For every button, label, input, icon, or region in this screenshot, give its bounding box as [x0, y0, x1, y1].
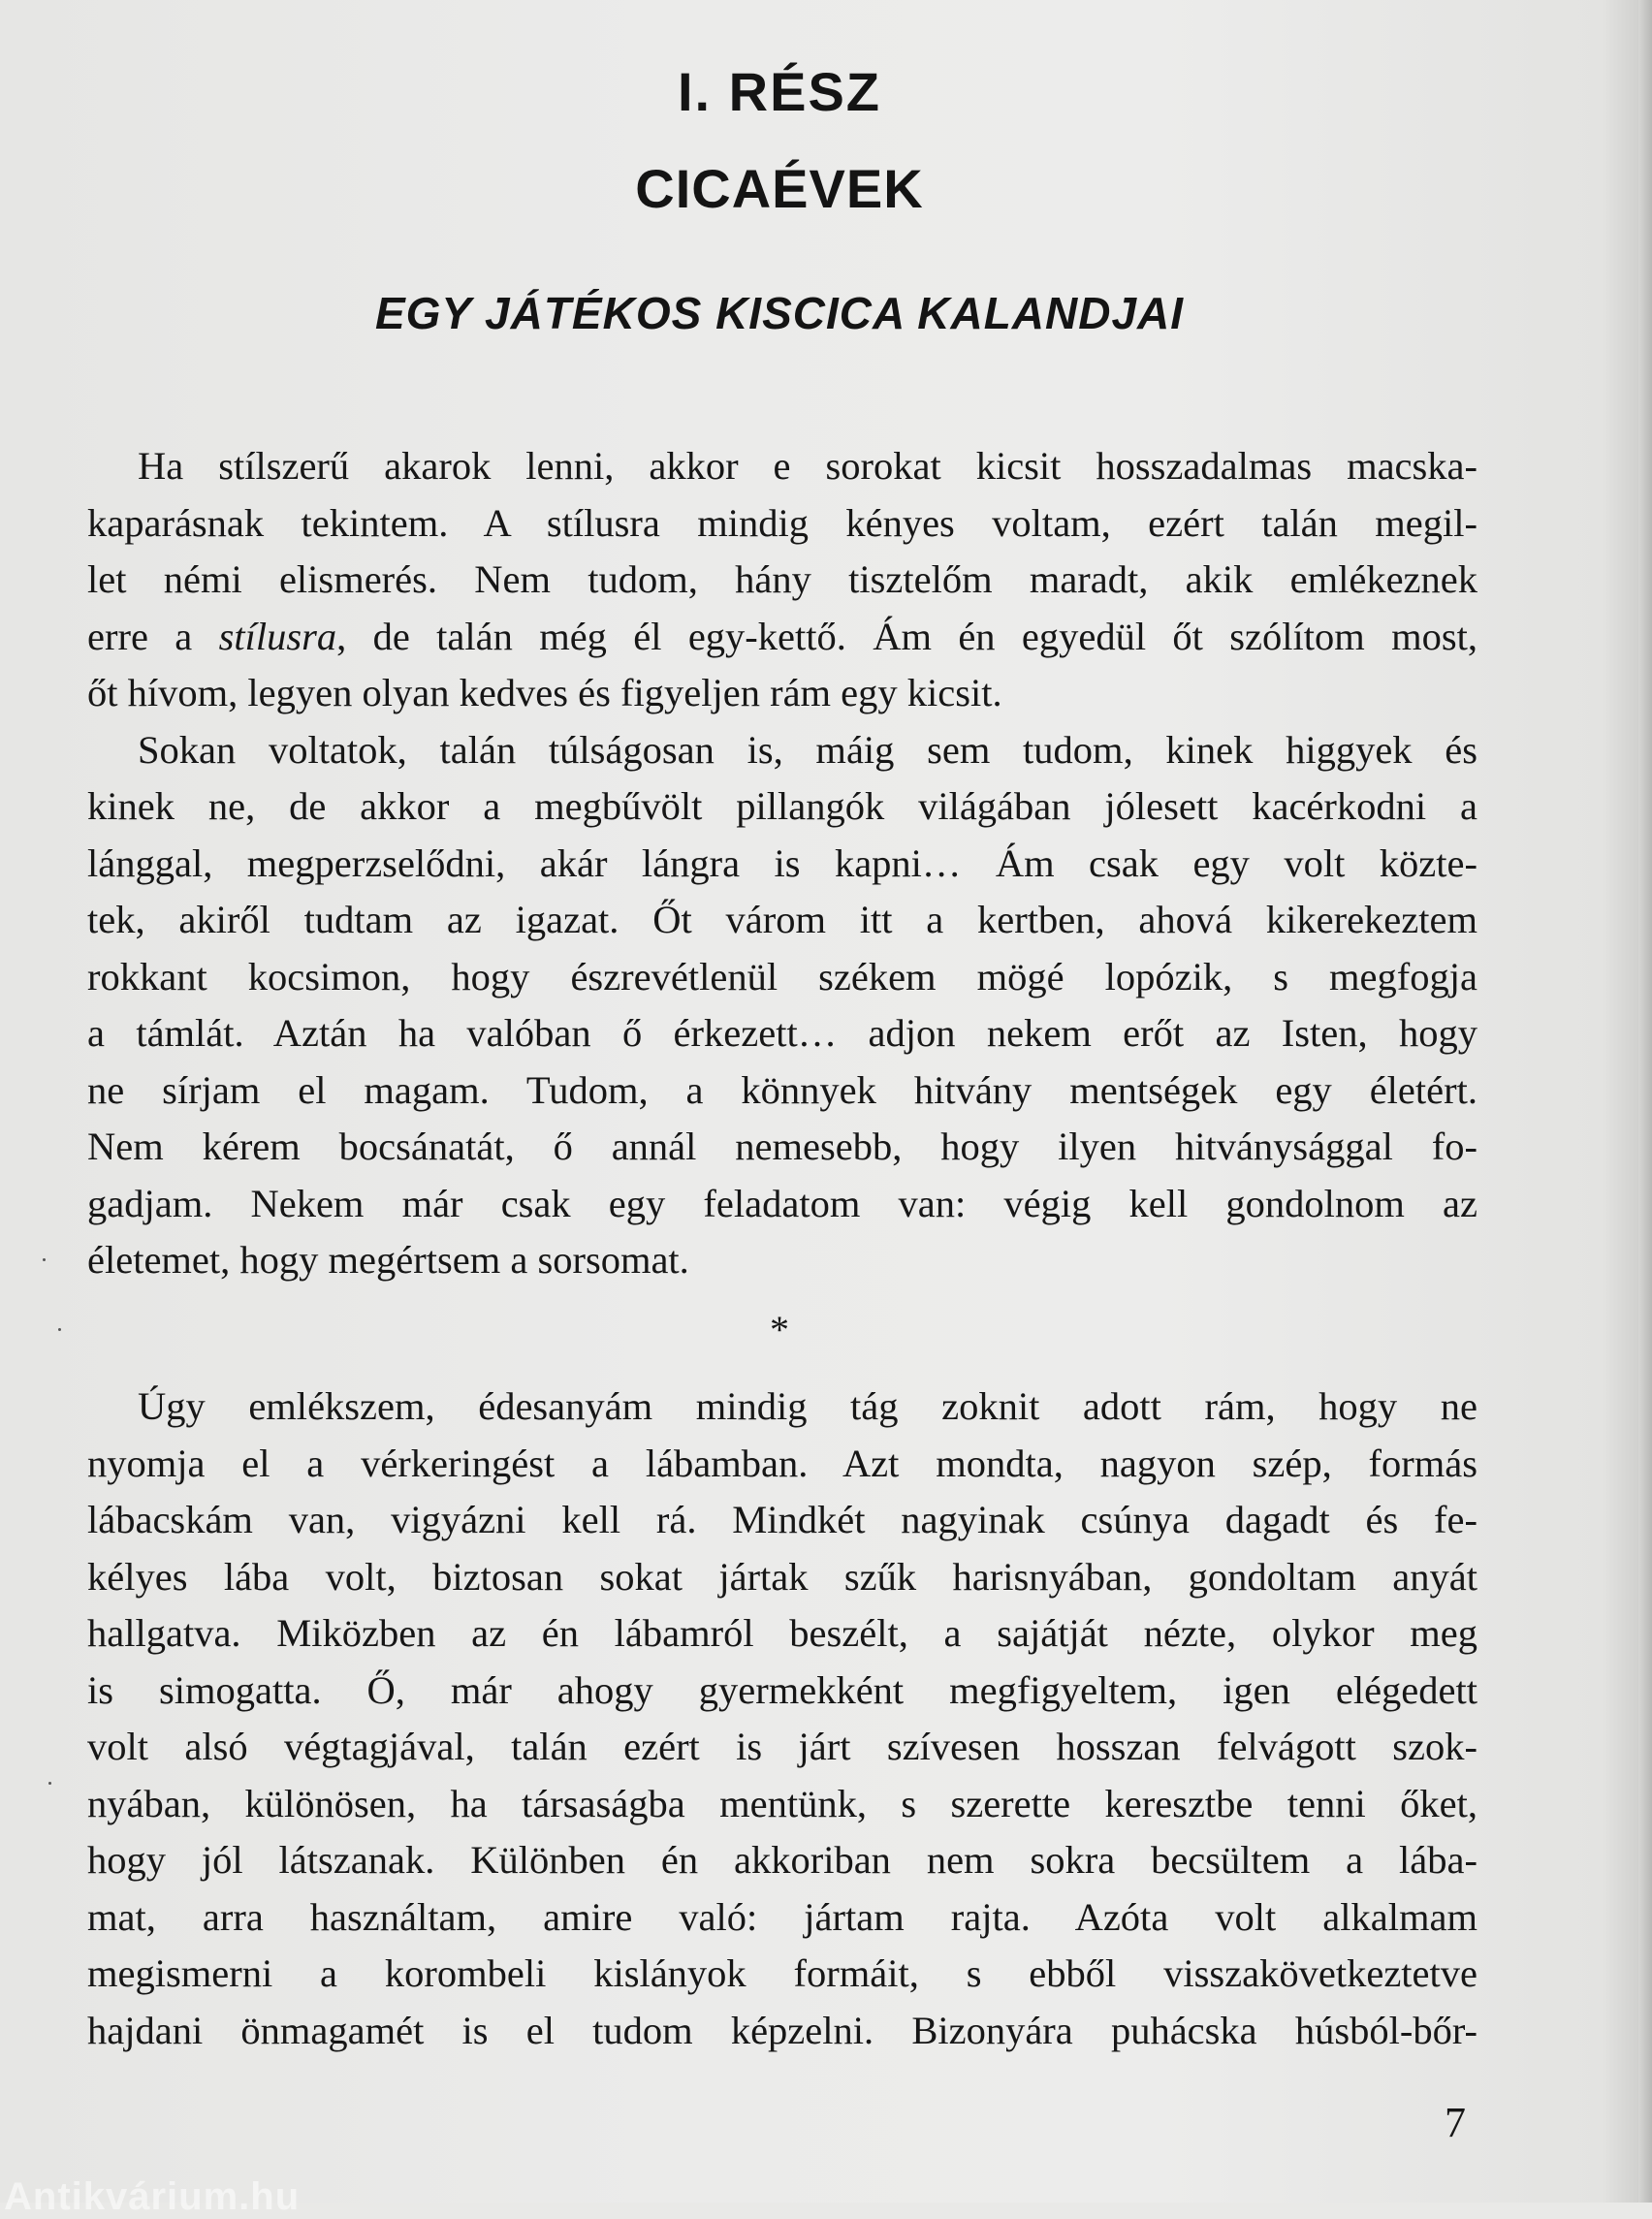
text-line: kélyes lába volt, biztosan sokat jártak szűk harisnyában, gondoltam anyát	[87, 1554, 1477, 1599]
text-line: Sokan voltatok, talán túlságosan is, máig sem tudom, kinek higgyek és	[138, 727, 1477, 772]
text-line: hallgatva. Miközben az én lábamról beszélt, a sajátját nézte, olykor meg	[87, 1611, 1477, 1655]
part-title: I. RÉSZ	[677, 61, 882, 122]
section-1-text	[87, 438, 1477, 1289]
text-line: lábacskám van, vigyázni kell rá. Mindkét nagyinak csúnya dagadt és fe-	[87, 1498, 1477, 1541]
text-line: hogy jól látszanak. Különben én akkoriban nem sokra becsültem a lába-	[87, 1838, 1477, 1882]
text-line: Ha stílszerű akarok lenni, akkor e sorokat kicsit hosszadalmas macska-	[138, 444, 1477, 488]
text-fragment: , de talán még él egy-kettő. Ám én egyedül őt szólítom most,	[336, 614, 1477, 658]
text-line: megismerni a korombeli kislányok formáit, s ebből visszakövetkeztetve	[87, 1951, 1477, 1995]
page-edge-shadow	[1638, 0, 1652, 2203]
text-line: rokkant kocsimon, hogy észrevétlenül székem mögé lopózik, s megfogja	[87, 954, 1477, 999]
page-number: 7	[1445, 2099, 1466, 2146]
text-line: nyában, különösen, ha társaságba mentünk, s szerette keresztbe tenni őket,	[87, 1781, 1477, 1825]
text-line-with-italic	[87, 609, 1477, 666]
text-line: volt alsó végtagjával, talán ezért is járt szívesen hosszan felvágott szok-	[87, 1725, 1477, 1768]
text-line: nyomja el a vérkeringést a lábamban. Azt mondta, nagyon szép, formás	[87, 1441, 1477, 1485]
text-line: a támlát. Aztán ha valóban ő érkezett… adjon nekem erőt az Isten, hogy	[87, 1011, 1477, 1055]
text-line: lánggal, megperzselődni, akár lángra is kapni… Ám csak egy volt közte-	[87, 840, 1477, 885]
paper-speck	[43, 1258, 46, 1261]
section-2-text	[87, 1379, 1477, 2059]
text-line: gadjam. Nekem már csak egy feladatom van: végig kell gondolnom az	[87, 1181, 1477, 1225]
watermark: Antikvárium.hu	[4, 2175, 301, 2218]
text-line: Nem kérem bocsánatát, ő annál nemesebb, hogy ilyen hitványsággal fo-	[87, 1125, 1477, 1168]
italic-emphasis: stílusra	[218, 614, 337, 658]
paper-speck	[48, 1782, 51, 1785]
text-line: let némi elismerés. Nem tudom, hány tisztelőm maradt, akik emlékeznek	[87, 557, 1477, 601]
text-line: ne sírjam el magam. Tudom, a könnyek hitvány mentségek egy életért.	[87, 1067, 1477, 1112]
text-line: is simogatta. Ő, már ahogy gyermekként megfigyeltem, igen elégedett	[87, 1667, 1477, 1712]
text-line: kaparásnak tekintem. A stílusra mindig kényes voltam, ezért talán megil-	[87, 500, 1477, 545]
text-line: hajdani önmagamét is el tudom képzelni. Bizonyára puhácska húsból-bőr-	[87, 2008, 1477, 2052]
chapter-title: CICAÉVEK	[635, 158, 924, 219]
text-line: életemet, hogy megértsem a sorsomat.	[87, 1238, 689, 1282]
text-line: tek, akiről tudtam az igazat. Őt várom itt a kertben, ahová kikerekeztem	[87, 898, 1477, 941]
text-line: őt hívom, legyen olyan kedves és figyeljen rám egy kicsit.	[87, 671, 1002, 714]
text-line: mat, arra használtam, amire való: jártam rajta. Azóta volt alkalmam	[87, 1894, 1477, 1939]
text-line: kinek ne, de akkor a megbűvölt pillangók világában jólesett kacérkodni a	[87, 784, 1477, 828]
section-separator: *	[770, 1308, 789, 1351]
paper-speck	[58, 1328, 61, 1331]
chapter-subtitle: EGY JÁTÉKOS KISCICA KALANDJAI	[374, 288, 1185, 338]
text-fragment: erre a	[87, 614, 219, 658]
text-line: Úgy emlékszem, édesanyám mindig tág zoknit adott rám, hogy ne	[138, 1384, 1477, 1428]
